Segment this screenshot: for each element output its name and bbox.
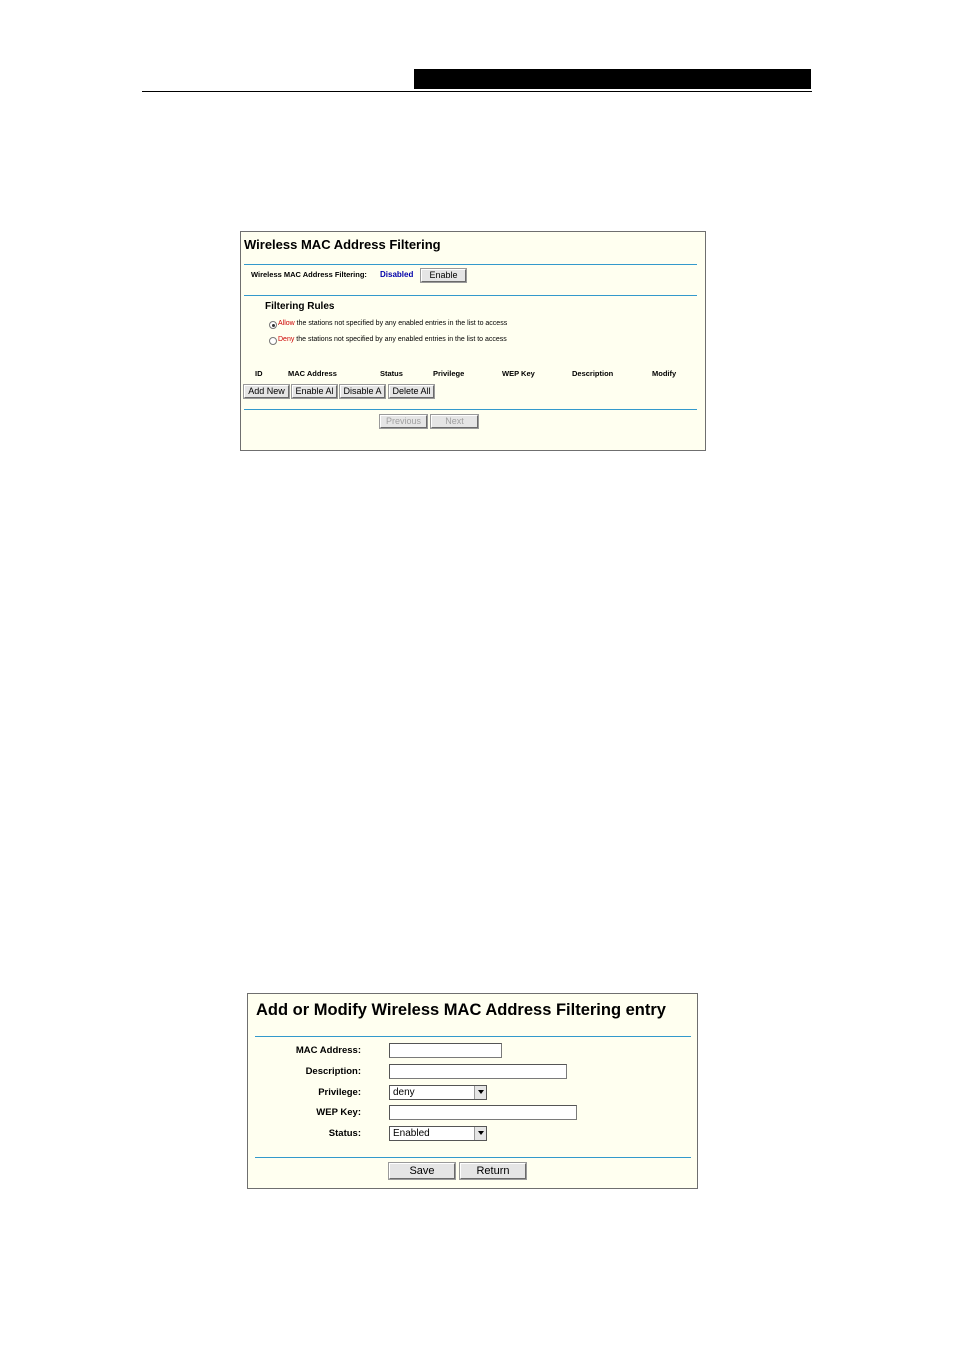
enable-all-button[interactable]: Enable Al [292, 385, 337, 398]
enable-button[interactable]: Enable [421, 269, 466, 282]
add-new-button[interactable]: Add New [244, 385, 289, 398]
wep-key-label: WEP Key: [316, 1107, 361, 1118]
add-modify-entry-panel [247, 993, 698, 1189]
allow-radio[interactable] [269, 321, 277, 329]
divider [244, 264, 697, 265]
chevron-down-icon[interactable] [474, 1127, 486, 1140]
privilege-value: deny [393, 1087, 415, 1098]
mac-address-label: MAC Address: [295, 1045, 361, 1056]
description-label: Description: [305, 1066, 361, 1077]
deny-description: the stations not specified by any enabled entries in the list to access [294, 336, 507, 343]
disable-all-button[interactable]: Disable A [340, 385, 385, 398]
return-button[interactable]: Return [460, 1163, 526, 1179]
allow-description: the stations not specified by any enabled entries in the list to access [294, 320, 508, 327]
col-mac-address: MAC Address [288, 369, 337, 378]
divider [255, 1036, 691, 1037]
privilege-select[interactable] [389, 1085, 487, 1100]
wep-key-input[interactable] [389, 1105, 577, 1120]
col-wep-key: WEP Key [502, 369, 535, 378]
status-select[interactable] [389, 1126, 487, 1141]
divider [244, 409, 697, 410]
status-value: Enabled [393, 1128, 430, 1139]
chevron-down-icon[interactable] [474, 1086, 486, 1099]
deny-radio[interactable] [269, 337, 277, 345]
status-label: Status: [328, 1128, 361, 1139]
mac-address-input[interactable] [389, 1043, 502, 1058]
filter-status: Disabled [380, 270, 414, 279]
deny-keyword: Deny [278, 336, 295, 343]
col-privilege: Privilege [433, 369, 465, 378]
allow-rule-text [278, 320, 507, 327]
header-rule [142, 91, 812, 92]
privilege-label: Privilege: [318, 1087, 361, 1098]
description-input[interactable] [389, 1064, 567, 1079]
header-bar [414, 69, 811, 89]
col-modify: Modify [652, 369, 677, 378]
mac-filtering-panel [240, 231, 706, 451]
col-status: Status [380, 369, 403, 378]
filter-label: Wireless MAC Address Filtering: [251, 270, 367, 279]
allow-keyword: Allow [278, 320, 295, 327]
panel-title: Add or Modify Wireless MAC Address Filtering entry [256, 1001, 666, 1019]
previous-button[interactable]: Previous [380, 415, 427, 428]
save-button[interactable]: Save [389, 1163, 455, 1179]
deny-rule-text [278, 336, 507, 343]
next-button[interactable]: Next [431, 415, 478, 428]
panel-title: Wireless MAC Address Filtering [244, 237, 441, 252]
section-title: Filtering Rules [265, 301, 335, 312]
divider [244, 295, 697, 296]
col-id: ID [255, 369, 263, 378]
divider [255, 1157, 691, 1158]
delete-all-button[interactable]: Delete All [389, 385, 434, 398]
col-description: Description [572, 369, 614, 378]
